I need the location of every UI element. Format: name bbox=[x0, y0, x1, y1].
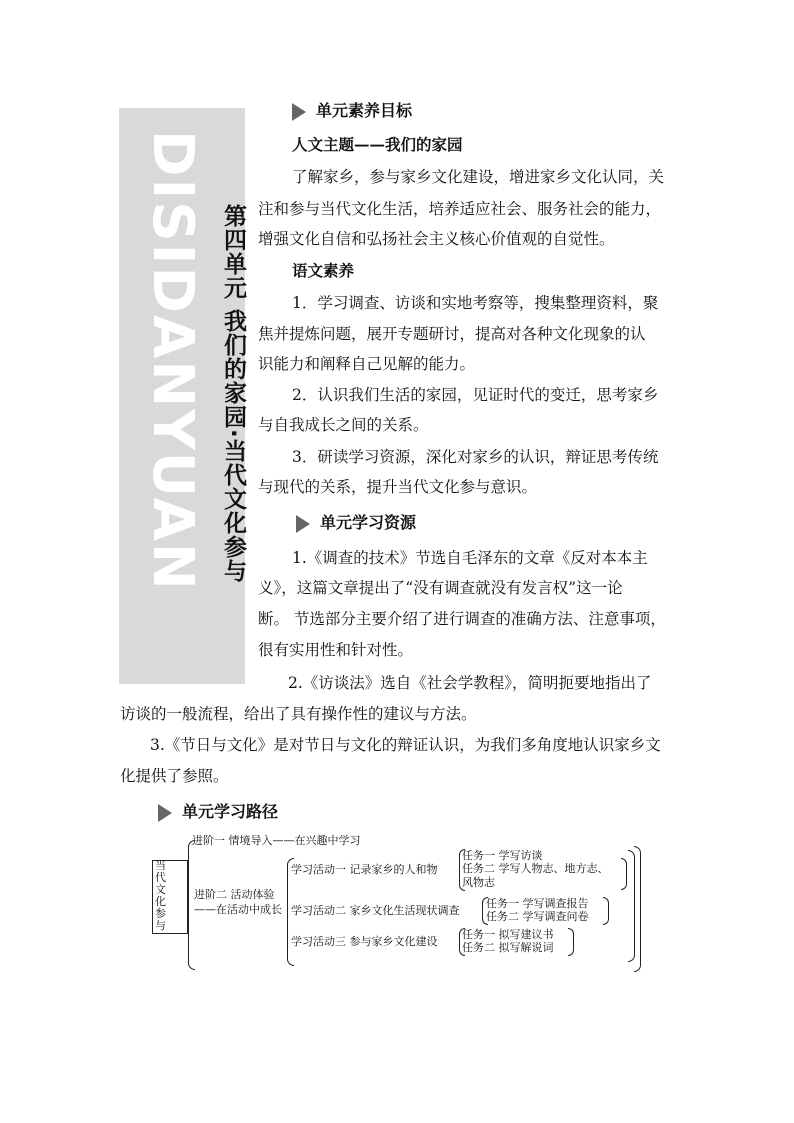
triangle-bullet-icon bbox=[292, 103, 306, 121]
literacy-line: 识能力和阐释自己见解的能力。 bbox=[258, 355, 476, 373]
literacy-line: 与自我成长之间的关系。 bbox=[258, 416, 429, 434]
activity2-label: 学习活动二 家乡文化生活现状调查 bbox=[291, 904, 460, 917]
watermark-text: DISIDANYUAN bbox=[140, 130, 205, 592]
activity3-label: 学习活动三 参与家乡文化建设 bbox=[291, 935, 438, 948]
theme-title: 人文主题——我们的家园 bbox=[292, 135, 463, 154]
activity1-label: 学习活动一 记录家乡的人和物 bbox=[291, 863, 438, 876]
literacy-line: 3．研读学习资源，深化对家乡的认识，辩证思考传统 bbox=[292, 448, 659, 466]
goals-heading: 单元素养目标 bbox=[292, 100, 412, 122]
task-item: 风物志 bbox=[462, 876, 495, 889]
resource-line: 1.《调查的技术》节选自毛泽东的文章《反对本本主 bbox=[292, 549, 648, 567]
resource-line: 访谈的一般流程，给出了具有操作性的建议与方法。 bbox=[120, 705, 477, 723]
stage2-label: 进阶二 活动体验 bbox=[194, 888, 275, 901]
literacy-line: 与现代的关系，提升当代文化参与意识。 bbox=[258, 478, 538, 496]
theme-line: 注和参与当代文化生活，培养适应社会、服务社会的能力， bbox=[258, 200, 662, 218]
literacy-line: 1．学习调查、访谈和实地考察等，搜集整理资料，聚 bbox=[292, 294, 659, 312]
brace-close bbox=[603, 897, 609, 925]
brace-close bbox=[568, 928, 574, 956]
task-item: 任务一 学写访谈 bbox=[462, 849, 543, 862]
theme-line: 增强文化自信和弘扬社会主义核心价值观的自觉性。 bbox=[258, 230, 615, 248]
resource-line: 义》，这篇文章提出了“没有调查就没有发言权”这一论 bbox=[258, 579, 623, 597]
resource-line: 2.《访谈法》选自《社会学教程》，简明扼要地指出了 bbox=[288, 674, 652, 692]
path-heading: 单元学习路径 bbox=[158, 801, 278, 823]
resource-line: 化提供了参照。 bbox=[120, 767, 229, 785]
task-item: 任务一 学写调查报告 bbox=[486, 897, 589, 910]
stage2-sub: ——在活动中成长 bbox=[194, 903, 282, 916]
resource-line: 断。 节选部分主要介绍了进行调查的准确方法、注意事项， bbox=[258, 610, 666, 628]
stage1-label: 进阶一 情境导入——在兴趣中学习 bbox=[192, 834, 361, 847]
literacy-line: 焦并提炼问题，展开专题研讨，提高对各种文化现象的认 bbox=[258, 325, 646, 343]
root-label: 当代文化参与 bbox=[155, 859, 166, 932]
task-item: 任务二 拟写解说词 bbox=[462, 941, 554, 954]
triangle-bullet-icon bbox=[158, 804, 172, 822]
task-item: 任务二 学写调查问卷 bbox=[486, 910, 589, 923]
literacy-line: 2．认识我们生活的家园，见证时代的变迁，思考家乡 bbox=[292, 386, 659, 404]
resource-line: 很有实用性和针对性。 bbox=[258, 641, 414, 659]
triangle-bullet-icon bbox=[296, 515, 310, 533]
theme-line: 了解家乡，参与家乡文化建设，增进家乡文化认同，关 bbox=[292, 168, 665, 186]
task-item: 任务一 拟写建议书 bbox=[462, 928, 554, 941]
unit-title: 第四单元 我们的家园·当代文化参与 bbox=[220, 204, 246, 583]
resources-heading: 单元学习资源 bbox=[296, 512, 416, 534]
resource-line: 3.《节日与文化》是对节日与文化的辩证认识，为我们多角度地认识家乡文 bbox=[150, 736, 661, 754]
brace-close bbox=[621, 858, 627, 890]
literacy-title: 语文素养 bbox=[292, 261, 355, 280]
brace-close-outer bbox=[634, 846, 641, 972]
side-banner bbox=[119, 108, 245, 684]
task-item: 任务二 学写人物志、地方志、 bbox=[462, 862, 609, 875]
